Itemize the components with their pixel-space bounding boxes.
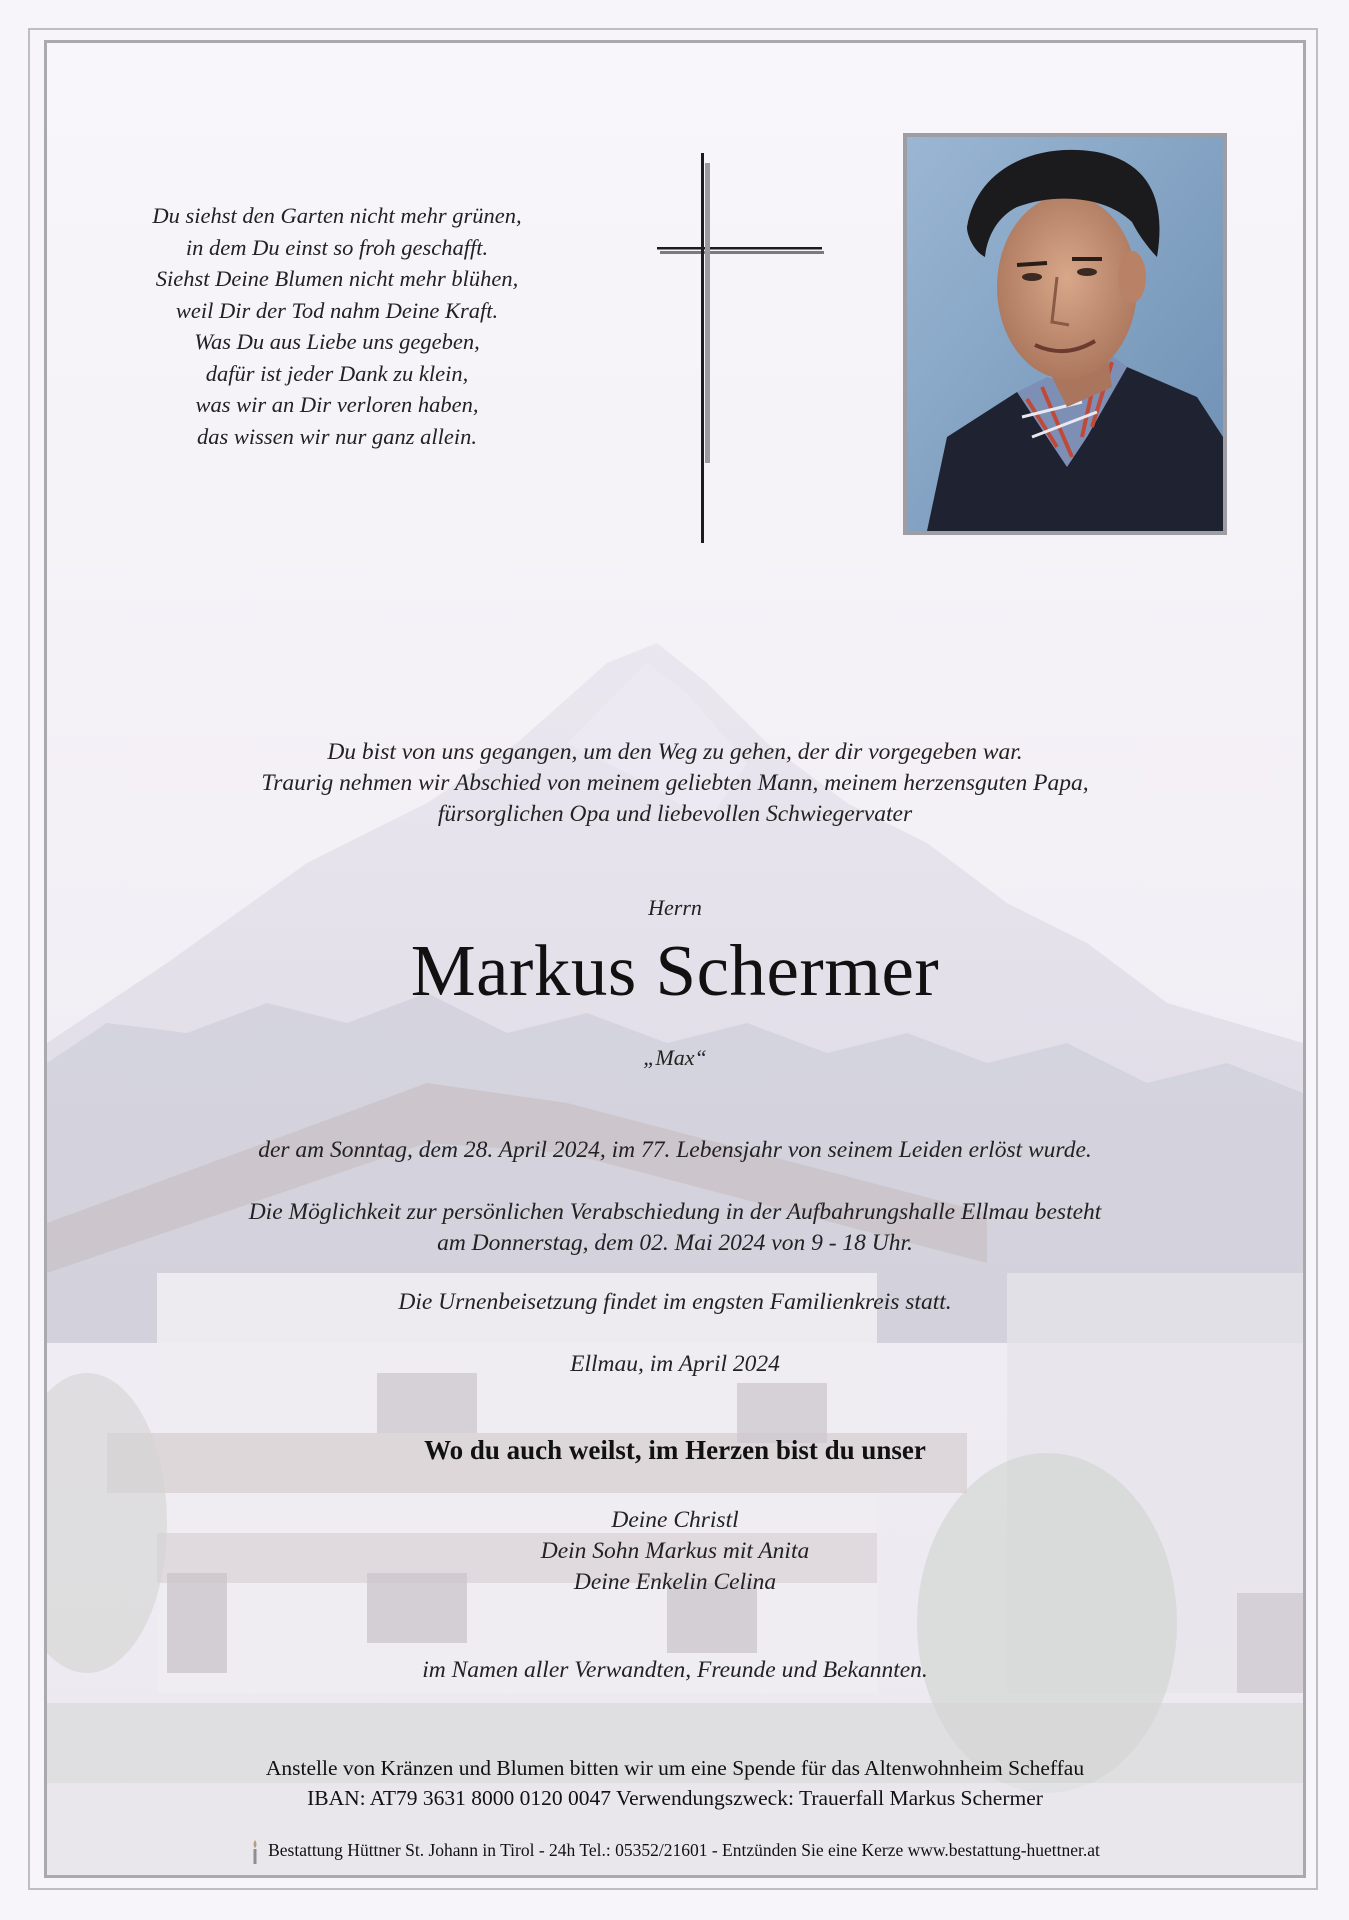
poem-line: Siehst Deine Blumen nicht mehr blühen, <box>155 266 519 291</box>
motto: Wo du auch weilst, im Herzen bist du unser <box>424 1435 926 1465</box>
deceased-nickname: „Max“ <box>643 1045 707 1070</box>
poem-line: in dem Du einst so froh geschafft. <box>185 234 489 260</box>
candle-icon <box>250 1839 260 1865</box>
death-notice: der am Sonntag, dem 28. April 2024, im 77. Lebensjahr von seinem Leiden erlöst wurde. <box>258 1137 1092 1163</box>
intro-line: fürsorglichen Opa und liebevollen Schwiegervater <box>437 801 913 827</box>
intro-text <box>47 737 1303 830</box>
cross-icon <box>627 143 827 583</box>
intro-line: Du bist von uns gegangen, um den Weg zu gehen, der dir vorgegeben war. <box>327 739 1023 765</box>
relatives-line: im Namen aller Verwandten, Freunde und Bekannten. <box>422 1657 928 1683</box>
salutation: Herrn <box>648 895 702 920</box>
inner-border <box>44 40 1306 1878</box>
poem-line: Was Du aus Liebe uns gegeben, <box>194 329 480 354</box>
iban-line: IBAN: AT79 3631 8000 0120 0047 Verwendungszweck: Trauerfall Markus Schermer <box>307 1786 1043 1810</box>
poem-line: dafür ist jeder Dank zu klein, <box>205 360 469 386</box>
poem-line: weil Dir der Tod nahm Deine Kraft. <box>175 297 499 323</box>
intro-line: Traurig nehmen wir Abschied von meinem geliebten Mann, meinem herzensguten Papa, <box>261 770 1089 796</box>
portrait-photo-frame <box>903 133 1227 535</box>
viewing-line: am Donnerstag, dem 02. Mai 2024 von 9 - 18 Uhr. <box>437 1230 913 1256</box>
footer-text: Bestattung Hüttner St. Johann in Tirol - 24h Tel.: 05352/21601 - Entzünden Sie eine Kerze www.bestattung-huettner.at <box>268 1840 1100 1861</box>
viewing-line: Die Möglichkeit zur persönlichen Verabschiedung in der Aufbahrungshalle Ellmau besteht <box>248 1199 1102 1225</box>
donation-line: Anstelle von Kränzen und Blumen bitten wir um eine Spende für das Altenwohnheim Scheffau <box>265 1756 1085 1780</box>
poem-line: was wir an Dir verloren haben, <box>195 392 479 417</box>
family-list <box>47 1505 1303 1598</box>
poem-line: das wissen wir nur ganz allein. <box>196 423 478 449</box>
donation-info <box>47 1753 1303 1813</box>
funeral-home-footer <box>47 1839 1303 1865</box>
viewing-info <box>47 1197 1303 1259</box>
poem-line: Du siehst den Garten nicht mehr grünen, <box>152 203 522 228</box>
poem <box>137 200 537 452</box>
family-member: Deine Enkelin Celina <box>573 1569 777 1595</box>
deceased-name: Markus Schermer <box>410 930 940 1011</box>
portrait-photo <box>907 137 1223 531</box>
family-member: Dein Sohn Markus mit Anita <box>540 1538 810 1564</box>
family-member: Deine Christl <box>611 1507 739 1533</box>
urn-burial-info: Die Urnenbeisetzung findet im engsten Familienkreis statt. <box>398 1289 952 1315</box>
place-date: Ellmau, im April 2024 <box>570 1351 780 1377</box>
